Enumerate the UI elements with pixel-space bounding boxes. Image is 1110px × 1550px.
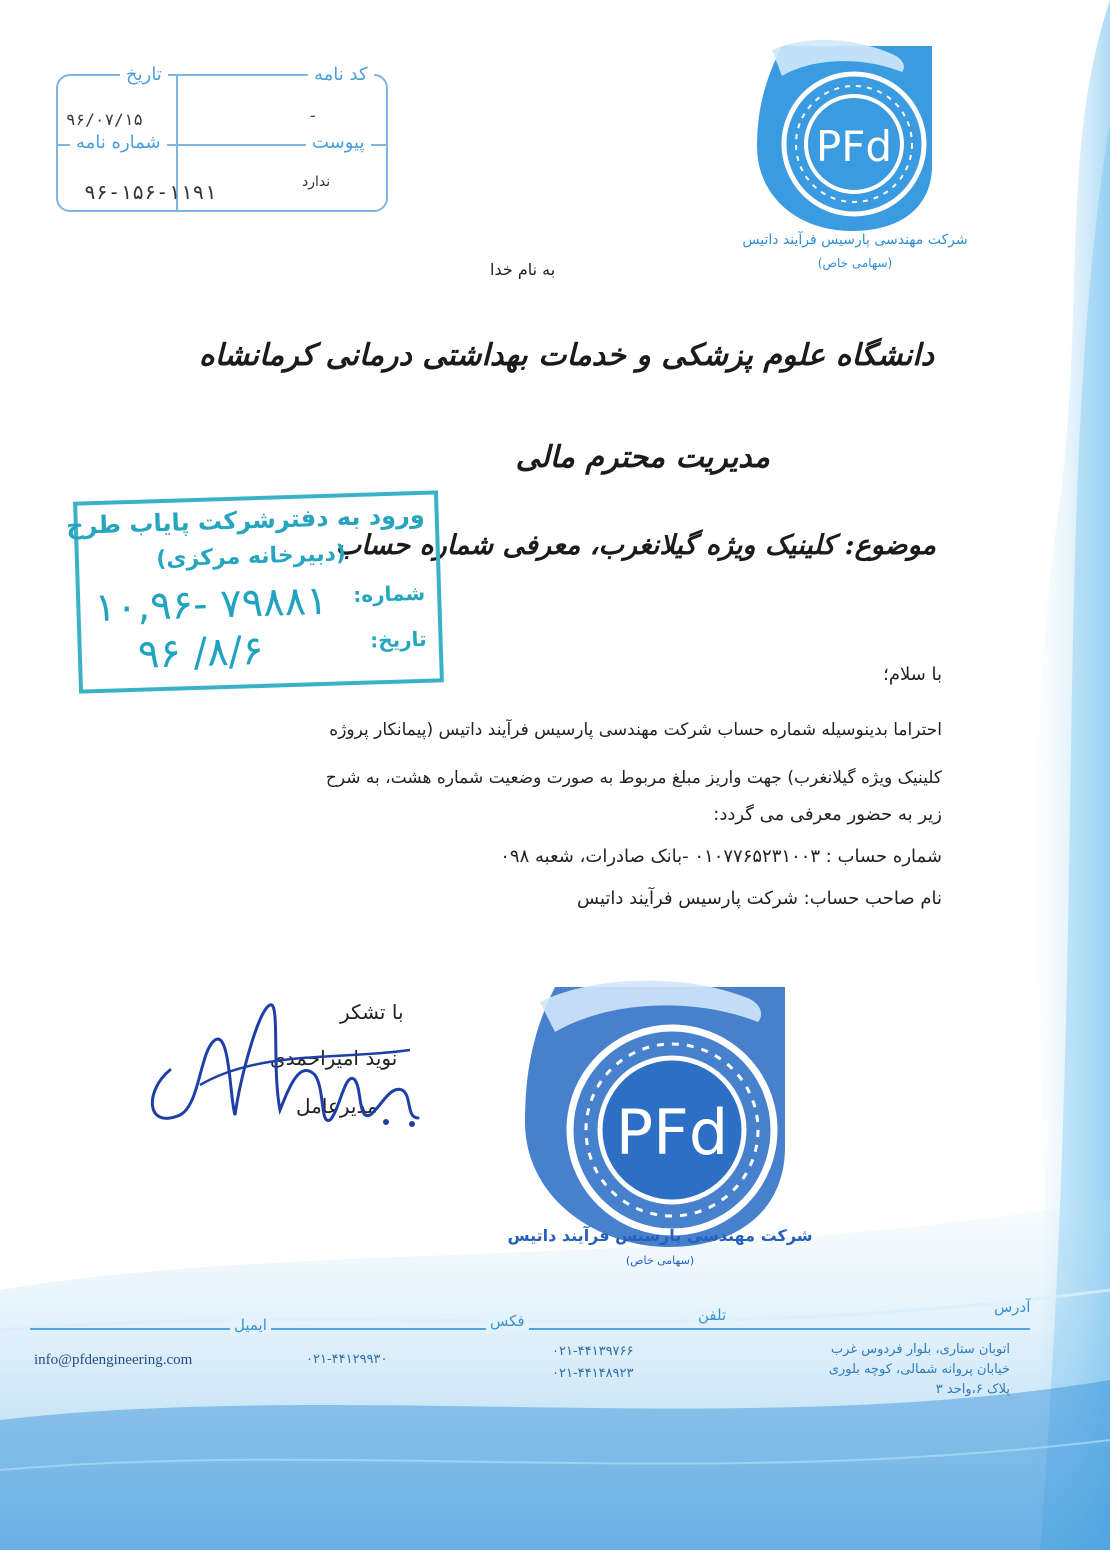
attachment-value: ندارد (302, 174, 331, 190)
stamp-date-label: تاریخ: (369, 626, 427, 653)
account-number-line: شماره حساب : ۰۱۰۷۷۶۵۲۳۱۰۰۳ -بانک صادرات، شعبه ۰۹۸ (500, 846, 942, 867)
salutation: با سلام؛ (883, 664, 942, 685)
company-type: (سهامی خاص) (817, 256, 893, 270)
recipient-title: مدیریت محترم مالی (515, 440, 770, 475)
recipient-org: دانشگاه علوم پزشکی و خدمات بهداشتی درمانی کرمانشاه (199, 338, 934, 373)
address-line-3: پلاک ۶،واحد ۳ (935, 1382, 1010, 1397)
seal-company-type: (سهامی خاص) (625, 1254, 695, 1267)
signer-title: مدیرعامل (296, 1094, 378, 1118)
entry-stamp (65, 490, 444, 693)
account-holder-line: نام صاحب حساب: شرکت پارسیس فرآیند داتیس (577, 888, 942, 909)
address-line-2: خیابان پروانه شمالی، کوچه بلوری (828, 1362, 1010, 1377)
fax-value: ۰۲۱-۴۴۱۲۹۹۳۰ (306, 1352, 388, 1367)
footer-divider (30, 1328, 1030, 1330)
date-label: تاریخ (120, 64, 168, 85)
stamp-number-label: شماره: (352, 580, 426, 608)
logo-monogram: PFd (815, 122, 893, 171)
code-label: کد نامه (308, 64, 374, 85)
stamp-number-value: ۱۰,۹۶- ۷۹۸۸۱ (93, 577, 329, 632)
signer-name: نوید امیراحمدی (270, 1046, 398, 1070)
email-label: ایمیل (230, 1316, 271, 1334)
company-name: شرکت مهندسی پارسیس فرآیند داتیس (742, 232, 968, 248)
date-value: ۹۶/۰۷/۱۵ (66, 110, 144, 129)
seal-monogram: PFd (615, 1096, 729, 1169)
letter-no-value: ۹۶-۱۵۶-۱۱۹۱ (84, 180, 217, 204)
phone-label: تلفن (694, 1306, 730, 1324)
company-logo (742, 36, 942, 236)
seal-company-name: شرکت مهندسی پارسیس فرآیند داتیس (507, 1226, 813, 1245)
letter-no-label: شماره نامه (70, 132, 167, 153)
code-value: - (308, 106, 318, 125)
attachment-label: پیوست (306, 132, 371, 153)
phone-value-1: ۰۲۱-۴۴۱۳۹۷۶۶ (552, 1344, 634, 1359)
body-line-3: زیر به حضور معرفی می گردد: (713, 804, 942, 825)
letter-meta-box (56, 64, 388, 212)
stamp-title: ورود به دفترشرکت پایاب طرح (65, 500, 426, 541)
handwritten-signature (140, 990, 440, 1140)
greeting: به نام خدا (490, 260, 556, 279)
body-line-2: کلینیک ویژه گیلانغرب) جهت واریز مبلغ مربوط به صورت وضعیت شماره هشت، به شرح (325, 768, 942, 788)
email-value: info@pfdengineering.com (34, 1352, 193, 1368)
company-seal (510, 972, 810, 1252)
stamp-date-value: ۹۶ /۸/۶ (137, 627, 265, 678)
address-line-1: اتوبان ستاری، بلوار فردوس غرب (830, 1342, 1010, 1357)
body-line-1: احتراما بدینوسیله شماره حساب شرکت مهندسی پارسیس فرآیند داتیس (پیمانکار پروژه (329, 720, 942, 740)
closing-text: با تشکر (340, 1000, 404, 1024)
phone-value-2: ۰۲۱-۴۴۱۴۸۹۲۳ (552, 1366, 634, 1381)
address-label: آدرس (990, 1298, 1034, 1316)
stamp-subtitle: (دبیرخانه مرکزی) (155, 541, 347, 573)
fax-label: فکس (486, 1312, 529, 1330)
letter-subject: موضوع: کلینیک ویژه گیلانغرب، معرفی شماره حساب (335, 530, 936, 561)
